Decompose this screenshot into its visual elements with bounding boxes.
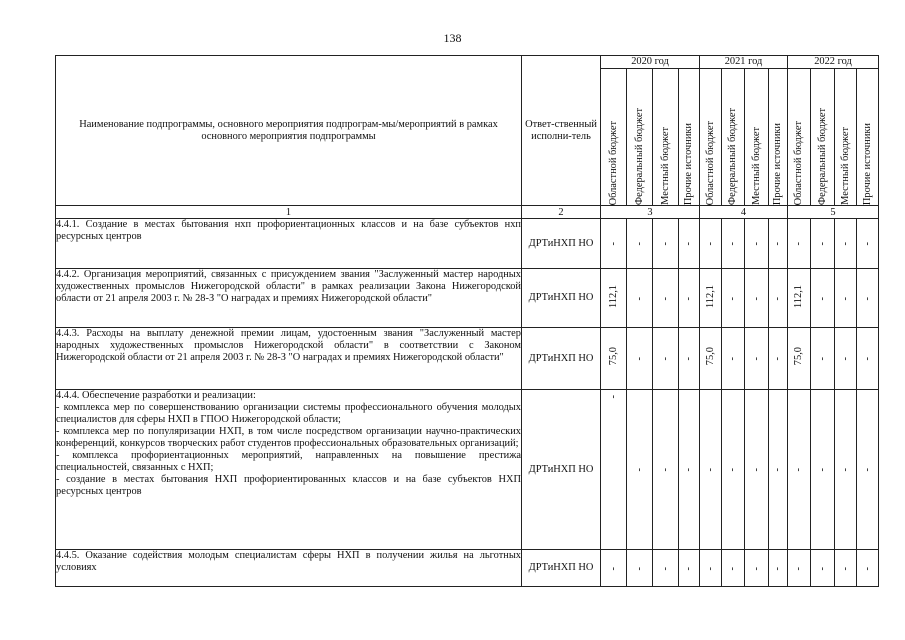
value-cell: - [811,269,835,328]
value-cell: - [769,269,788,328]
value-cell: - [811,390,835,550]
value-cell: - [835,550,857,587]
value-cell: - [811,328,835,390]
value-cell: - [653,269,679,328]
value-cell: - [722,269,745,328]
value-cell: - [769,550,788,587]
value-cell: - [857,219,879,269]
value-cell: - [835,390,857,550]
column-number: 5 [788,206,879,219]
budget-col-header: Областной бюджет [788,69,811,206]
table-row [56,390,879,550]
page-number: 138 [443,31,462,45]
column-number-row [56,206,879,219]
row-executor: ДРТиНХП НО [522,390,601,550]
value-cell: 112,1 [700,269,722,328]
value-cell: - [835,328,857,390]
value-cell: - [722,219,745,269]
value-cell: - [788,550,811,587]
value-cell: - [653,550,679,587]
name-column-header: Наименование подпрограммы, основного мероприятия подпрограм-мы/мероприятий в рамках основного мероприятия подпрограммы [56,56,522,206]
row-name: 4.4.5. Оказание содействия молодым специалистам сферы НХП в получении жилья на льготных условиях [56,550,522,587]
budget-col-header: Областной бюджет [601,69,627,206]
value-cell: - [857,269,879,328]
budget-col-header: Федеральный бюджет [722,69,745,206]
value-cell: - [745,219,769,269]
value-cell: 112,1 [788,269,811,328]
value-cell: - [601,550,627,587]
row-executor: ДРТиНХП НО [522,219,601,269]
value-cell: - [627,269,653,328]
value-cell: - [679,390,700,550]
value-cell: - [627,550,653,587]
row-name-line: - комплекса мер по популяризации НХП, в том числе посредством организации научно-практических конференций, конкурсов творческих работ студентов профессиональных образовательных организаций; [56,426,521,449]
value-cell: - [835,219,857,269]
value-cell: - [788,390,811,550]
value-cell: - [769,219,788,269]
executor-column-header: Ответ-ственный исполни-тель [522,56,601,206]
value-cell: - [769,328,788,390]
value-cell: - [679,328,700,390]
value-cell: - [835,269,857,328]
value-cell: 75,0 [601,328,627,390]
year-header-2022: 2022 год [788,56,879,69]
budget-col-header: Местный бюджет [653,69,679,206]
row-name-line: - комплекса профориентационных мероприятий, направленных на повышение престижа специальностей, связанных с НХП; [56,450,521,473]
budget-table [55,55,879,587]
value-cell: - [679,550,700,587]
row-executor: ДРТиНХП НО [522,550,601,587]
value-cell: - [857,390,879,550]
value-cell: - [811,219,835,269]
row-name [56,390,522,550]
column-number: 3 [601,206,700,219]
row-name-line: - комплекса мер по совершенствованию организации системы профессионального обучения молодых специалистов для сферы НХП в ГПОО Нижегородской области; [56,402,521,425]
column-number: 4 [700,206,788,219]
value-cell: - [700,219,722,269]
value-cell: 75,0 [788,328,811,390]
budget-col-header: Местный бюджет [835,69,857,206]
row-name-line: - создание в местах бытования НХП профориентированных классов и на базе субъектов НХП ресурсных центров [56,474,521,497]
budget-col-header: Прочие источники [857,69,879,206]
table-row [56,328,879,390]
row-name-line: 4.4.4. Обеспечение разработки и реализации: [56,390,256,401]
value-cell: - [653,219,679,269]
value-cell: - [745,328,769,390]
value-cell: - [745,269,769,328]
row-name: 4.4.3. Расходы на выплату денежной премии лицам, удостоенным звания "Заслуженный мастер народных художественных промыслов Нижегородской области" в соответствии с Законом Нижегородской области от 21 апреля 2003 г. № 28-З "О наградах и премиях Нижегородской области" [56,328,522,390]
value-cell: - [627,219,653,269]
value-cell: - [788,219,811,269]
budget-col-header: Прочие источники [679,69,700,206]
budget-col-header: Федеральный бюджет [627,69,653,206]
row-executor: ДРТиНХП НО [522,269,601,328]
value-cell: - [601,219,627,269]
row-name: 4.4.1. Создание в местах бытования нхп профориентационных классов и на базе субъектов нхп ресурсных центров [56,219,522,269]
value-cell: - [653,328,679,390]
value-cell: - [653,390,679,550]
budget-col-header: Прочие источники [769,69,788,206]
value-cell: - [700,550,722,587]
year-header-2021: 2021 год [700,56,788,69]
value-cell: - [857,550,879,587]
value-cell: - [811,550,835,587]
value-cell: - [601,390,627,550]
row-name: 4.4.2. Организация мероприятий, связанных с присуждением звания "Заслуженный мастер народных художественных промыслов Нижегородской области" в рамках реализации Закона Нижегородской области от 21 апреля 2003 г. № 28-З "О наградах и премиях Нижегородской области" [56,269,522,328]
table-row [56,550,879,587]
value-cell: - [722,390,745,550]
value-cell: - [679,219,700,269]
column-number: 1 [56,206,522,219]
value-cell: - [679,269,700,328]
value-cell: - [700,390,722,550]
value-cell: - [722,328,745,390]
table-row [56,219,879,269]
value-cell: - [627,390,653,550]
value-cell: - [627,328,653,390]
value-cell: - [745,550,769,587]
value-cell: 112,1 [601,269,627,328]
column-number: 2 [522,206,601,219]
value-cell: - [857,328,879,390]
table-row [56,269,879,328]
value-cell: - [745,390,769,550]
row-executor: ДРТиНХП НО [522,328,601,390]
budget-col-header: Областной бюджет [700,69,722,206]
value-cell: - [722,550,745,587]
budget-col-header: Федеральный бюджет [811,69,835,206]
budget-col-header: Местный бюджет [745,69,769,206]
value-cell: - [769,390,788,550]
year-header-2020: 2020 год [601,56,700,69]
value-cell: 75,0 [700,328,722,390]
